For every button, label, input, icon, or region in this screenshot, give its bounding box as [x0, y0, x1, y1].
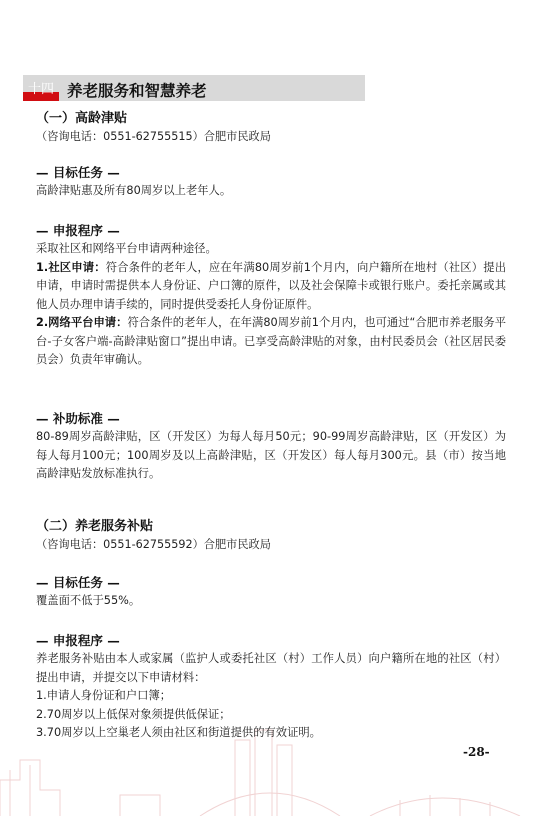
section-2-goal	[36, 574, 506, 611]
section-1-goal	[36, 164, 506, 201]
section-1-standard	[36, 410, 506, 484]
page-number: -28-	[463, 745, 490, 759]
procedure-heading: — 申报程序 —	[36, 223, 120, 238]
consult-line: （咨询电话：0551-62755592）合肥市民政局	[36, 538, 271, 551]
procedure-intro: 采取社区和网络平台申请两种途径。	[36, 242, 217, 255]
section-1-procedure	[36, 222, 506, 370]
standard-text: 80-89周岁高龄津贴，区（开发区）为每人每月50元；90-99周岁高龄津贴，区（开发区）为每人每月100元；100周岁及以上高龄津贴，区（开发区）每人每月300元。县（市）按当地高龄津贴发放标准执行。	[36, 430, 506, 480]
procedure-item-1	[36, 259, 506, 315]
goal-heading: — 目标任务 —	[36, 575, 120, 590]
procedure-text: 养老服务补贴由本人或家属（监护人或委托社区（村）工作人员）向户籍所在地的社区（村）提出申请，并提交以下申请材料：	[36, 652, 506, 684]
section-title: （二）养老服务补贴	[36, 519, 154, 534]
section-1-header	[36, 110, 506, 146]
section-2-procedure	[36, 632, 506, 743]
consult-line: （咨询电话：0551-62755515）合肥市民政局	[36, 130, 271, 143]
chapter-number-badge	[23, 75, 59, 101]
procedure-item-1-label: 1.社区申请：	[36, 260, 106, 274]
chapter-number: 十四	[27, 82, 54, 97]
chapter-header	[23, 75, 365, 101]
chapter-title: 养老服务和智慧养老	[67, 81, 207, 100]
list-item: 2.70周岁以上低保对象须提供低保证；	[36, 707, 231, 721]
section-2-header	[36, 518, 506, 554]
section-title: （一）高龄津贴	[36, 111, 128, 126]
standard-heading: — 补助标准 —	[36, 411, 120, 426]
procedure-item-2-label: 2.网络平台申请：	[36, 316, 128, 329]
procedure-item-1-text: 符合条件的老年人，应在年满80周岁前1个月内，向户籍所在地村（社区）提出申请，申请时需提供本人身份证、户口簿的原件，以及社会保障卡或银行账户。委托亲属或其他人员办理申请手续的，同时提供受委托人身份证原件。	[36, 260, 506, 311]
goal-text: 覆盖面不低于55%。	[36, 594, 141, 607]
list-item: 3.70周岁以上空巢老人须由社区和街道提供的有效证明。	[36, 726, 321, 739]
procedure-heading: — 申报程序 —	[36, 633, 120, 648]
procedure-item-2-text: 符合条件的老年人，在年满80周岁前1个月内，也可通过“合肥市养老服务平台-子女客户端-高龄津贴窗口”提出申请。已享受高龄津贴的对象，由村民委员会（社区居民委员会）负责年审确认。	[36, 316, 507, 366]
list-item: 1.申请人身份证和户口簿；	[36, 689, 172, 702]
goal-text: 高龄津贴惠及所有80周岁以上老年人。	[36, 184, 232, 197]
goal-heading: — 目标任务 —	[36, 165, 120, 180]
procedure-item-2	[36, 314, 506, 370]
